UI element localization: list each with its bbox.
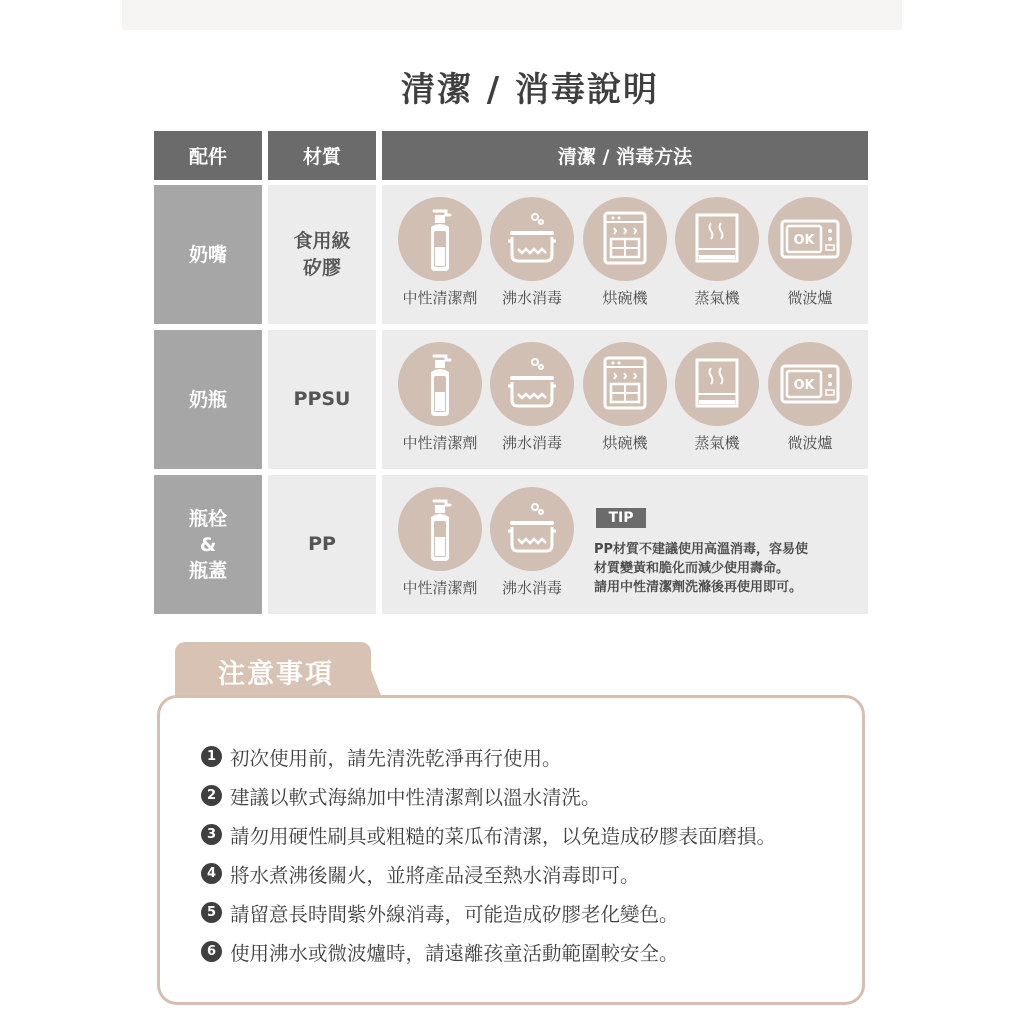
notes-tab-slant bbox=[360, 642, 382, 698]
notes-list bbox=[201, 737, 776, 971]
note-text: 初次使用前，請先清洗乾淨再行使用。 bbox=[230, 746, 562, 770]
header-method: 清潔 / 消毒方法 bbox=[382, 131, 868, 180]
header-part: 配件 bbox=[154, 131, 262, 180]
note-number: 1 bbox=[201, 746, 222, 767]
method-item bbox=[763, 197, 857, 308]
row-3-part bbox=[154, 475, 262, 614]
note-number: 3 bbox=[201, 824, 222, 845]
row-2-material: PPSU bbox=[268, 330, 376, 469]
tip-badge: TIP bbox=[596, 508, 646, 528]
note-item bbox=[201, 737, 776, 776]
detergent-bottle-icon bbox=[398, 197, 482, 281]
note-item bbox=[201, 815, 776, 854]
note-text: 請勿用硬性刷具或粗糙的菜瓜布清潔，以免造成矽膠表面磨損。 bbox=[230, 824, 777, 848]
method-item bbox=[393, 487, 487, 598]
row-3-part-line-3: 瓶蓋 bbox=[188, 559, 227, 582]
row-3-part-line-1: 瓶栓 bbox=[188, 507, 227, 530]
method-item bbox=[578, 342, 672, 453]
note-item bbox=[201, 854, 776, 893]
method-item bbox=[670, 342, 764, 453]
header-material: 材質 bbox=[268, 131, 376, 180]
note-item bbox=[201, 932, 776, 971]
method-label: 蒸氣機 bbox=[694, 289, 740, 307]
boiling-pot-icon bbox=[490, 342, 574, 426]
boiling-pot-icon bbox=[490, 487, 574, 571]
steamer-icon bbox=[675, 197, 759, 281]
tip-line-2: 材質變黃和脆化而減少使用壽命。 bbox=[594, 561, 790, 576]
method-label: 烘碗機 bbox=[602, 434, 648, 452]
method-label: 沸水消毒 bbox=[501, 289, 562, 307]
row-1-material: 食用級 矽膠 bbox=[268, 185, 376, 324]
svg-text:OK: OK bbox=[793, 378, 815, 393]
note-number: 4 bbox=[201, 863, 222, 884]
method-label: 沸水消毒 bbox=[501, 434, 562, 452]
method-item bbox=[393, 197, 487, 308]
dish-dryer-icon bbox=[583, 197, 667, 281]
method-item bbox=[485, 487, 579, 598]
note-text: 建議以軟式海綿加中性清潔劑以溫水清洗。 bbox=[230, 785, 601, 809]
microwave-icon bbox=[768, 342, 852, 426]
detergent-bottle-icon bbox=[398, 487, 482, 571]
row-3-part-line-2: & bbox=[199, 533, 217, 556]
note-number: 6 bbox=[201, 941, 222, 962]
method-label: 中性清潔劑 bbox=[402, 434, 478, 452]
method-item bbox=[763, 342, 857, 453]
method-label: 蒸氣機 bbox=[694, 434, 740, 452]
note-text: 請留意長時間紫外線消毒，可能造成矽膠老化變色。 bbox=[230, 902, 679, 926]
svg-text:OK: OK bbox=[793, 233, 815, 248]
method-label: 中性清潔劑 bbox=[402, 579, 478, 597]
tip-line-1: PP材質不建議使用高溫消毒，容易使 bbox=[594, 542, 809, 557]
tip-line-3: 請用中性清潔劑洗滌後再使用即可。 bbox=[594, 580, 803, 595]
method-item bbox=[393, 342, 487, 453]
page-title: 清潔 / 消毒說明 bbox=[400, 70, 660, 110]
notes-title: 注意事項 bbox=[218, 659, 334, 690]
boiling-pot-icon bbox=[490, 197, 574, 281]
method-item bbox=[670, 197, 764, 308]
note-text: 將水煮沸後關火，並將產品浸至熱水消毒即可。 bbox=[230, 863, 640, 887]
note-item bbox=[201, 776, 776, 815]
method-item bbox=[485, 342, 579, 453]
row-1-part: 奶嘴 bbox=[154, 185, 262, 324]
tip-text bbox=[594, 540, 862, 597]
steamer-icon bbox=[675, 342, 759, 426]
method-label: 烘碗機 bbox=[602, 289, 648, 307]
top-band bbox=[122, 0, 902, 30]
row-2-part: 奶瓶 bbox=[154, 330, 262, 469]
method-item bbox=[578, 197, 672, 308]
method-item bbox=[485, 197, 579, 308]
row-1-methods bbox=[382, 185, 868, 324]
method-label: 沸水消毒 bbox=[501, 579, 562, 597]
note-item bbox=[201, 893, 776, 932]
note-text: 使用沸水或微波爐時，請遠離孩童活動範圍較安全。 bbox=[230, 941, 679, 965]
row-2-methods bbox=[382, 330, 868, 469]
note-number: 2 bbox=[201, 785, 222, 806]
microwave-icon bbox=[768, 197, 852, 281]
method-label: 微波爐 bbox=[787, 289, 833, 307]
detergent-bottle-icon bbox=[398, 342, 482, 426]
method-label: 微波爐 bbox=[787, 434, 833, 452]
method-label: 中性清潔劑 bbox=[402, 289, 478, 307]
dish-dryer-icon bbox=[583, 342, 667, 426]
row-3-material: PP bbox=[268, 475, 376, 614]
note-number: 5 bbox=[201, 902, 222, 923]
